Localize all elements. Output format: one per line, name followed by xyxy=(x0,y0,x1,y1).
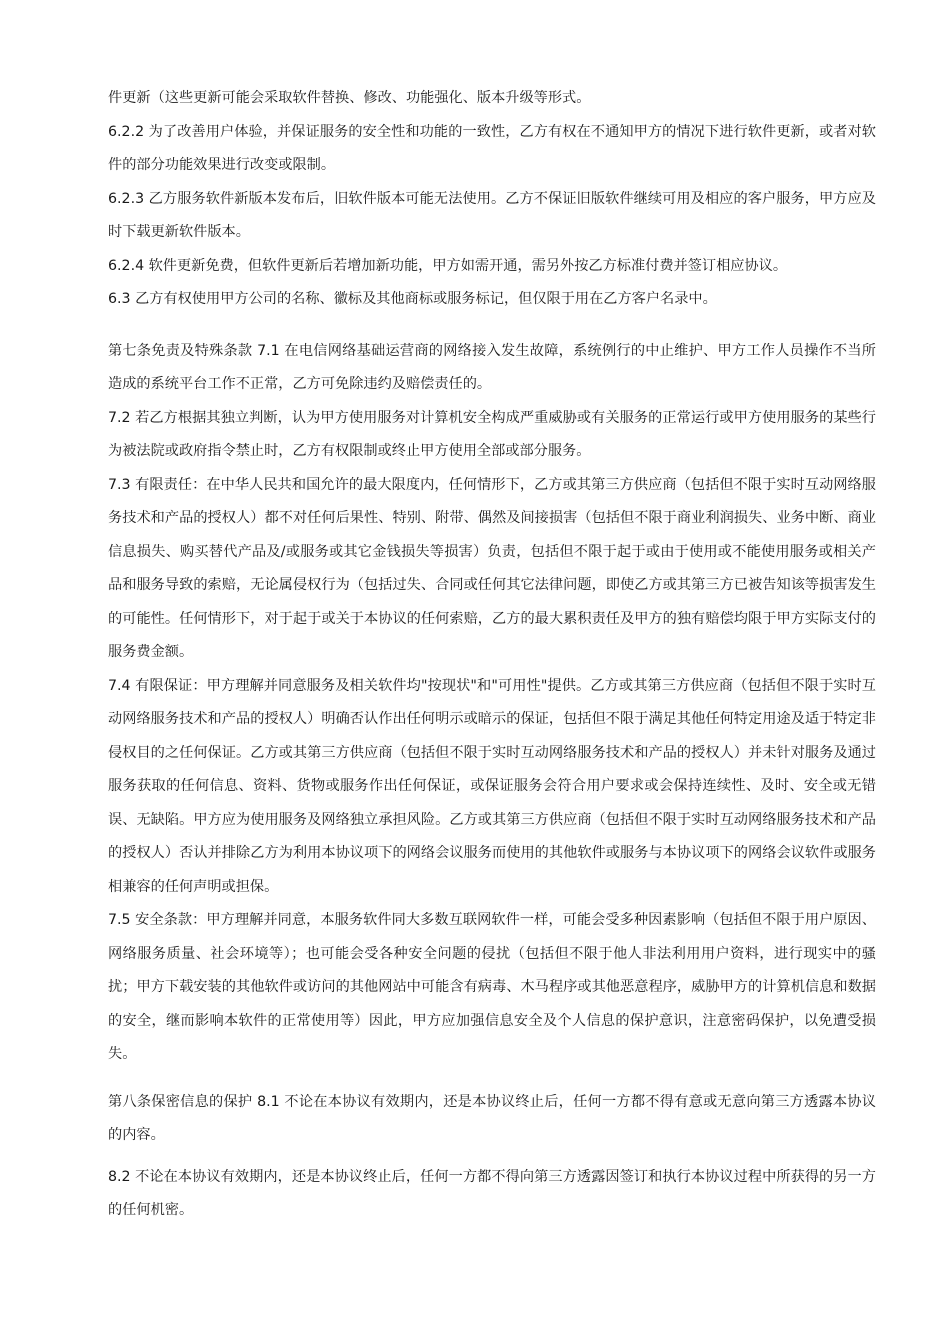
paragraph-6-3: 6.3 乙方有权使用甲方公司的名称、徽标及其他商标或服务标记，但仅限于用在乙方客户名录中。 xyxy=(108,291,717,307)
paragraph-7-4: 7.4 有限保证：甲方理解并同意服务及相关软件均"按现状"和"可用性"提供。乙方或其第三方供应商（包括但不限于实时互动网络服务技术和产品的授权人）明确否认作出任何明示或暗示的保证，包括但不限于满足其他任何特定用途及适于特定非侵权目的之任何保证。乙方或其第三方供应商（包括但不限于实时互动网络服务技术和产品的授权人）并未针对服务及通过服务获取的任何信息、资料、货物或服务作出任何保证，或保证服务会符合用户要求或会保持连续性、及时、安全或无错误、无缺陷。甲方应为使用服务及网络独立承担风险。乙方或其第三方供应商（包括但不限于实时互动网络服务技术和产品的授权人）否认并排除乙方为利用本协议项下的网络会议服务而使用的其他软件或服务与本协议项下的网络会议软件或服务相兼容的任何声明或担保。 xyxy=(108,677,876,895)
paragraph-article-8-1: 第八条保密信息的保护 8.1 不论在本协议有效期内，还是本协议终止后，任何一方都不得有意或无意向第三方透露本协议的内容。 xyxy=(108,1093,876,1143)
paragraph-software-update-continued: 件更新（这些更新可能会采取软件替换、修改、功能强化、版本升级等形式。 xyxy=(108,90,591,106)
paragraph-6-2-4: 6.2.4 软件更新免费，但软件更新后若增加新功能，甲方如需开通，需另外按乙方标准付费并签订相应协议。 xyxy=(108,257,788,274)
paragraph-7-5: 7.5 安全条款：甲方理解并同意，本服务软件同大多数互联网软件一样，可能会受多种因素影响（包括但不限于用户原因、网络服务质量、社会环境等）；也可能会受各种安全问题的侵扰（包括但不限于他人非法利用用户资料，进行现实中的骚扰；甲方下载安装的其他软件或访问的其他网站中可能含有病毒、木马程序或其他恶意程序，威胁甲方的计算机信息和数据的安全，继而影响本软件的正常使用等）因此，甲方应加强信息安全及个人信息的保护意识，注意密码保护，以免遭受损失。 xyxy=(108,912,876,1062)
paragraph-article-7-1: 第七条免责及特殊条款 7.1 在电信网络基础运营商的网络接入发生故障，系统例行的中止维护、甲方工作人员操作不当所造成的系统平台工作不正常，乙方可免除违约及赔偿责任的。 xyxy=(108,342,876,392)
paragraph-6-2-2: 6.2.2 为了改善用户体验，并保证服务的安全性和功能的一致性，乙方有权在不通知甲方的情况下进行软件更新，或者对软件的部分功能效果进行改变或限制。 xyxy=(108,123,876,173)
document-page xyxy=(108,82,876,1228)
paragraph-6-2-3: 6.2.3 乙方服务软件新版本发布后，旧软件版本可能无法使用。乙方不保证旧版软件继续可用及相应的客户服务，甲方应及时下载更新软件版本。 xyxy=(108,190,876,240)
paragraph-7-2: 7.2 若乙方根据其独立判断，认为甲方使用服务对计算机安全构成严重威胁或有关服务的正常运行或甲方使用服务的某些行为被法院或政府指令禁止时，乙方有权限制或终止甲方使用全部或部分服务。 xyxy=(108,409,876,459)
paragraph-7-3: 7.3 有限责任：在中华人民共和国允许的最大限度内，任何情形下，乙方或其第三方供应商（包括但不限于实时互动网络服务技术和产品的授权人）都不对任何后果性、特别、附带、偶然及间接损害（包括但不限于商业利润损失、业务中断、商业信息损失、购买替代产品及/或服务或其它金钱损失等损害）负责，包括但不限于起于或由于使用或不能使用服务或相关产品和服务导致的索赔，无论属侵权行为（包括过失、合同或任何其它法律问题，即使乙方或其第三方已被告知该等损害发生的可能性。任何情形下，对于起于或关于本协议的任何索赔，乙方的最大累积责任及甲方的独有赔偿均限于甲方实际支付的服务费金额。 xyxy=(108,476,876,660)
paragraph-8-2: 8.2 不论在本协议有效期内，还是本协议终止后，任何一方都不得向第三方透露因签订和执行本协议过程中所获得的另一方的任何机密。 xyxy=(108,1168,876,1218)
